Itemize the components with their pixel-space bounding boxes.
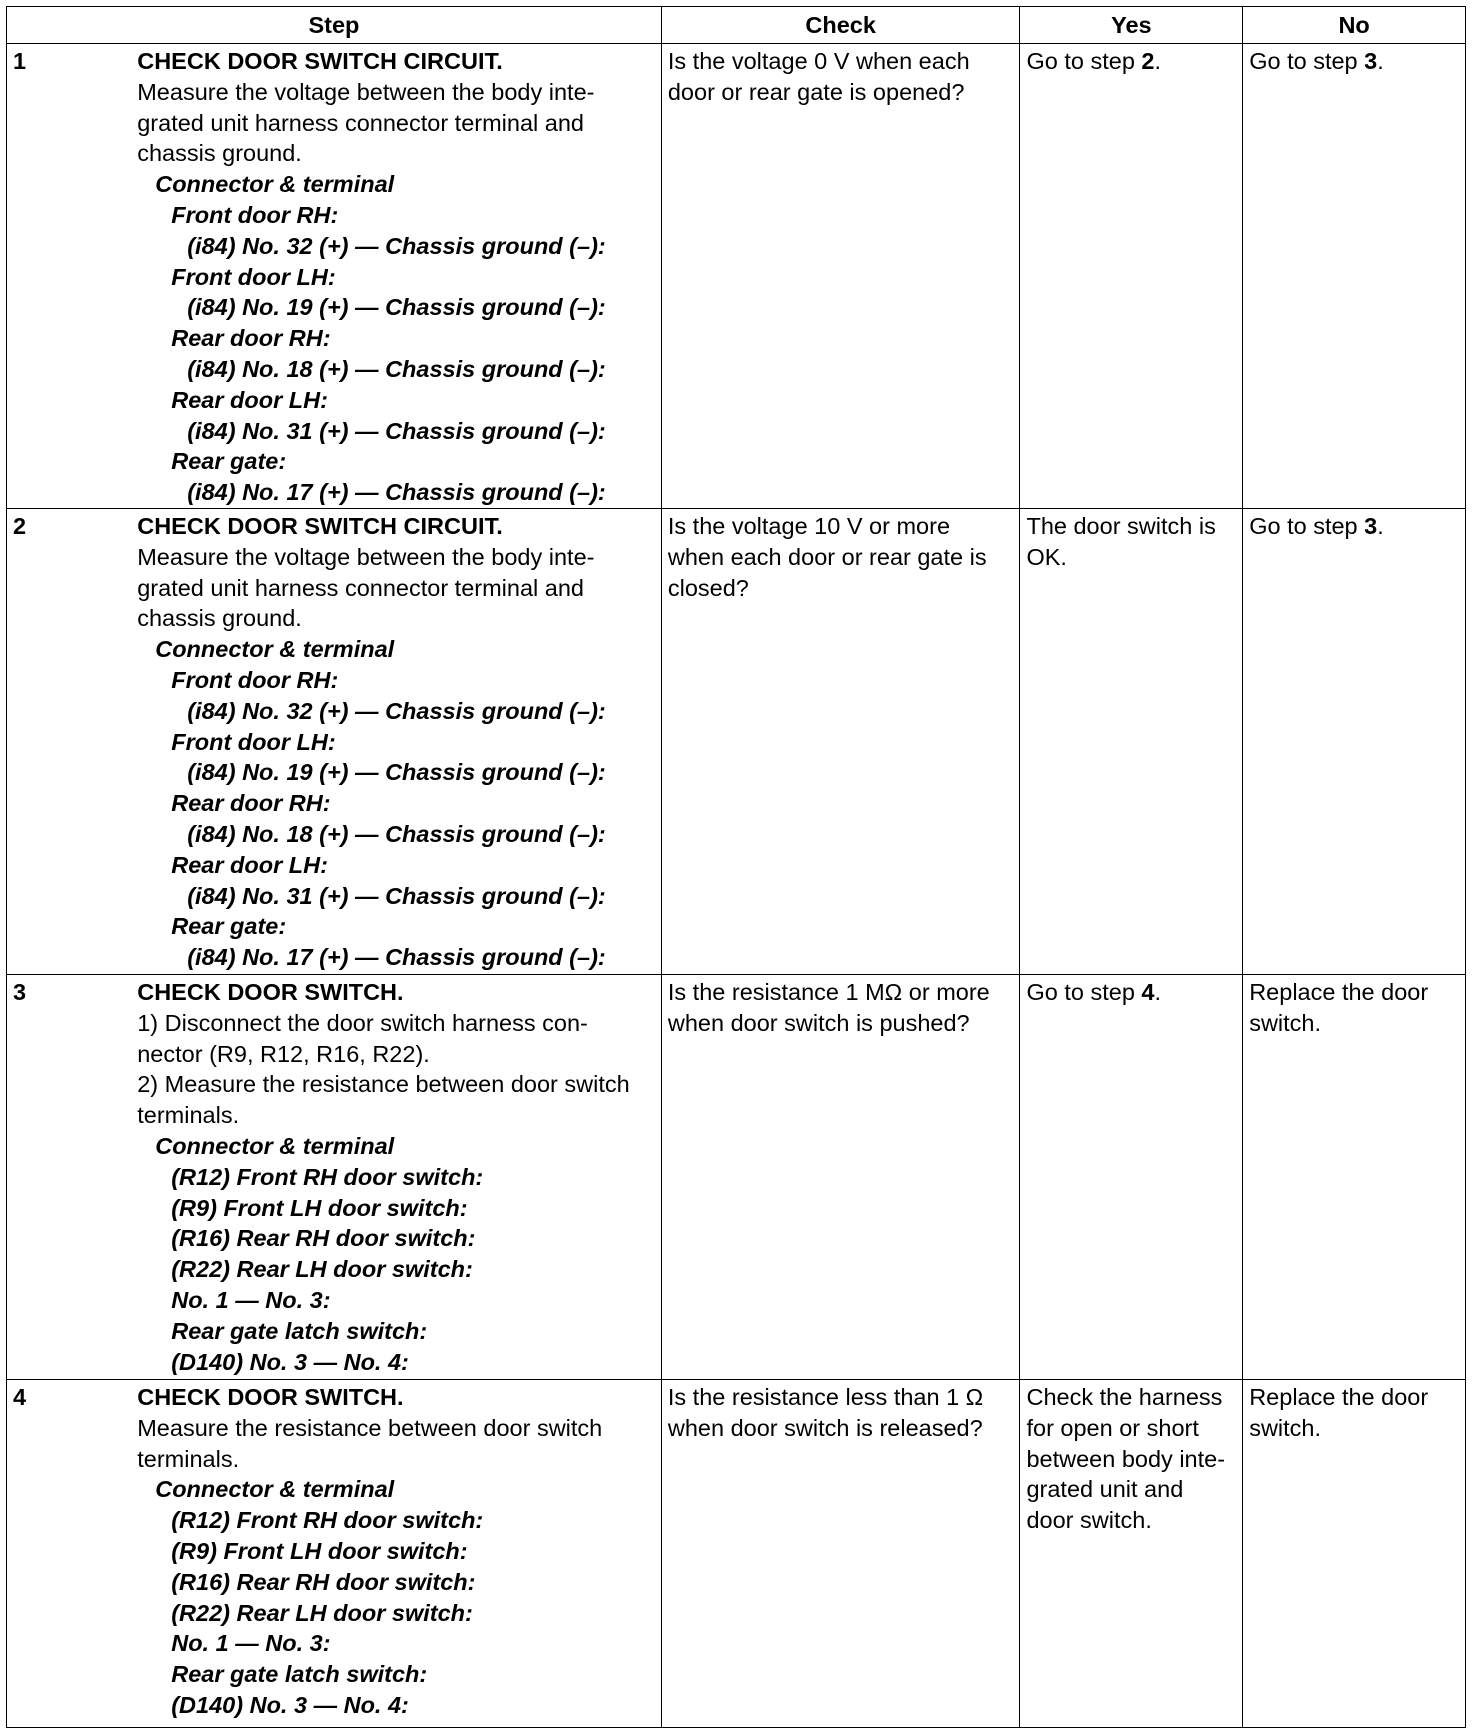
no-cell (1243, 44, 1466, 509)
no-end: . (1377, 513, 1384, 539)
step-number: 3 (7, 975, 132, 1380)
check-cell: Is the resistance 1 MΩ or more when door switch is pushed? (661, 975, 1020, 1380)
no-step-ref: 3 (1364, 513, 1378, 539)
diagnostic-table (6, 6, 1466, 1728)
spec-heading: Connector & terminal (155, 1476, 395, 1503)
step-description (131, 1380, 661, 1728)
spec-label: Rear door LH: (171, 851, 328, 878)
spec-label: Rear door RH: (171, 790, 331, 817)
spec-label: (R16) Rear RH door switch: (171, 1568, 476, 1595)
step-instruction: 1) Disconnect the door switch harness con- nector (R9, R12, R16, R22). (137, 1009, 588, 1067)
step-intro: Measure the voltage between the body inte- grated unit harness connector terminal and chassis ground. (137, 78, 595, 167)
step-description (131, 509, 661, 975)
check-cell: Is the voltage 0 V when each door or rear gate is opened? (661, 44, 1020, 509)
yes-step-ref: 2 (1141, 48, 1155, 74)
spec-label: Front door LH: (171, 728, 336, 755)
step-title: CHECK DOOR SWITCH. (137, 979, 404, 1005)
spec-label: Rear gate latch switch: (171, 1317, 428, 1344)
yes-end: . (1154, 48, 1162, 74)
spec-value: (i84) No. 18 (+) — Chassis ground (–): (187, 355, 606, 382)
yes-text: Go to step (1026, 979, 1142, 1005)
spec-label: Rear door RH: (171, 325, 331, 352)
yes-text: Go to step (1026, 48, 1142, 74)
yes-cell: The door switch is OK. (1020, 509, 1243, 975)
spec-value: (i84) No. 19 (+) — Chassis ground (–): (187, 759, 606, 786)
spec-heading: Connector & terminal (155, 171, 395, 198)
table-row (7, 44, 1466, 509)
spec-label: Rear gate: (171, 913, 287, 940)
spec-label: (R12) Front RH door switch: (171, 1507, 484, 1534)
spec-value: (D140) No. 3 — No. 4: (171, 1348, 409, 1375)
yes-cell (1020, 44, 1243, 509)
spec-label: (R9) Front LH door switch: (171, 1194, 468, 1221)
table-row (7, 509, 1466, 975)
spec-value: No. 1 — No. 3: (171, 1286, 331, 1313)
spec-value: No. 1 — No. 3: (171, 1630, 331, 1657)
spec-label: Rear gate: (171, 448, 287, 475)
step-intro: Measure the voltage between the body inte- grated unit harness connector terminal and chassis ground. (137, 543, 595, 632)
yes-end: . (1154, 979, 1162, 1005)
no-cell: Replace the door switch. (1243, 975, 1466, 1380)
step-number: 1 (7, 44, 132, 509)
spec-label: (R22) Rear LH door switch: (171, 1599, 473, 1626)
check-cell: Is the voltage 10 V or more when each door or rear gate is closed? (661, 509, 1020, 975)
yes-cell: Check the harness for open or short between body inte- grated unit and door switch. (1020, 1380, 1243, 1728)
step-instruction: 2) Measure the resistance between door switch terminals. (137, 1071, 630, 1129)
spec-value: (i84) No. 19 (+) — Chassis ground (–): (187, 294, 606, 321)
yes-cell (1020, 975, 1243, 1380)
step-title: CHECK DOOR SWITCH CIRCUIT. (137, 513, 503, 539)
header-no: No (1243, 7, 1466, 44)
no-text: Go to step (1249, 513, 1365, 539)
table-row (7, 1380, 1466, 1728)
header-step: Step (7, 7, 662, 44)
header-yes: Yes (1020, 7, 1243, 44)
header-row (7, 7, 1466, 44)
no-end: . (1377, 48, 1384, 74)
spec-label: (R22) Rear LH door switch: (171, 1256, 473, 1283)
spec-label: Front door RH: (171, 201, 339, 228)
spec-label: (R9) Front LH door switch: (171, 1537, 468, 1564)
step-title: CHECK DOOR SWITCH CIRCUIT. (137, 48, 503, 74)
yes-step-ref: 4 (1141, 979, 1155, 1005)
spec-label: Rear gate latch switch: (171, 1661, 428, 1688)
check-cell: Is the resistance less than 1 Ω when door switch is released? (661, 1380, 1020, 1728)
spec-heading: Connector & terminal (155, 1132, 395, 1159)
no-cell (1243, 509, 1466, 975)
step-intro: Measure the resistance between door switch terminals. (137, 1414, 603, 1472)
step-number: 2 (7, 509, 132, 975)
spec-value: (i84) No. 18 (+) — Chassis ground (–): (187, 820, 606, 847)
spec-value: (i84) No. 32 (+) — Chassis ground (–): (187, 697, 606, 724)
spec-value: (D140) No. 3 — No. 4: (171, 1691, 409, 1718)
spec-value: (i84) No. 31 (+) — Chassis ground (–): (187, 417, 606, 444)
header-check: Check (661, 7, 1020, 44)
spec-label: (R16) Rear RH door switch: (171, 1225, 476, 1252)
spec-label: Rear door LH: (171, 386, 328, 413)
spec-heading: Connector & terminal (155, 636, 395, 663)
no-text: Go to step (1249, 48, 1365, 74)
spec-value: (i84) No. 17 (+) — Chassis ground (–): (187, 479, 606, 506)
step-title: CHECK DOOR SWITCH. (137, 1384, 404, 1410)
step-number: 4 (7, 1380, 132, 1728)
spec-label: (R12) Front RH door switch: (171, 1163, 484, 1190)
table-row (7, 975, 1466, 1380)
spec-label: Front door LH: (171, 263, 336, 290)
spec-value: (i84) No. 31 (+) — Chassis ground (–): (187, 882, 606, 909)
spec-value: (i84) No. 17 (+) — Chassis ground (–): (187, 944, 606, 971)
no-step-ref: 3 (1364, 48, 1378, 74)
spec-value: (i84) No. 32 (+) — Chassis ground (–): (187, 232, 606, 259)
no-cell: Replace the door switch. (1243, 1380, 1466, 1728)
spec-label: Front door RH: (171, 666, 339, 693)
step-description (131, 975, 661, 1380)
step-description (131, 44, 661, 509)
